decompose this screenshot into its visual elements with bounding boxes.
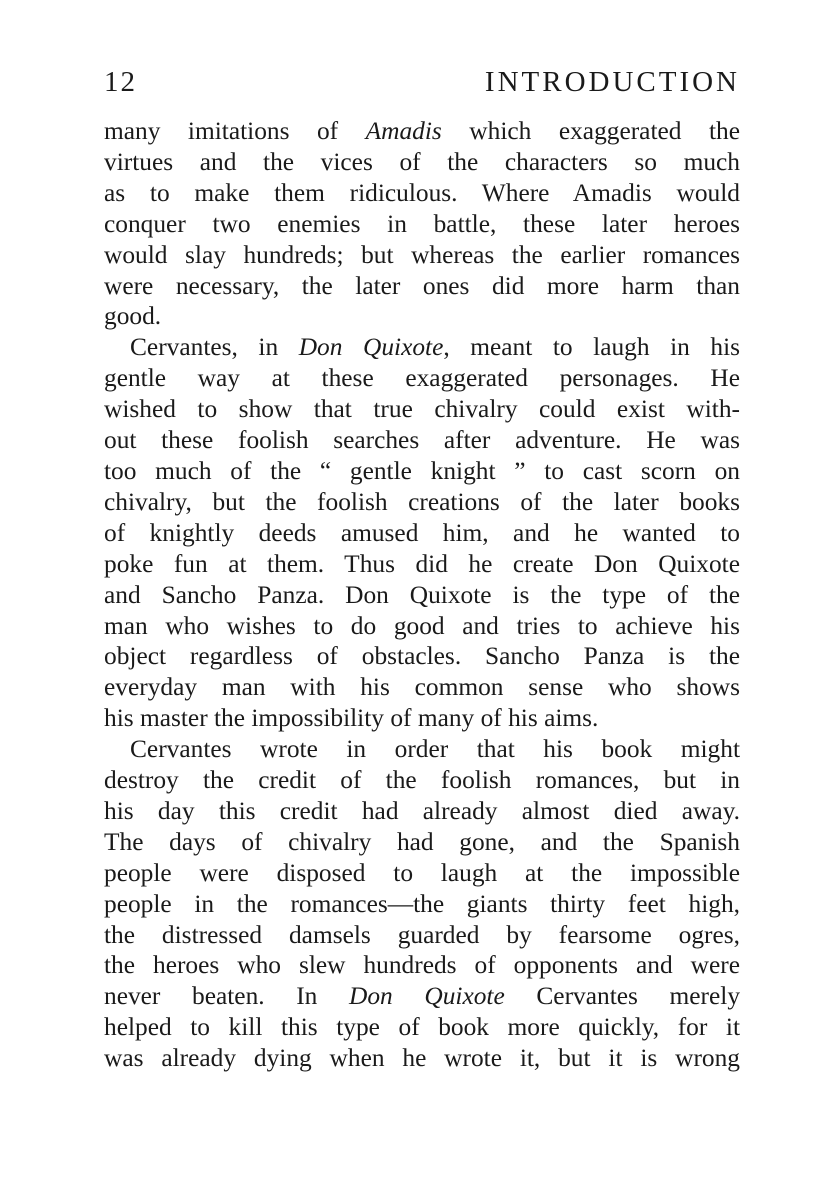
text-line: virtues and the vices of the characters so much (104, 147, 740, 176)
text-line: gentle way at these exaggerated personages. He (104, 364, 740, 393)
text-line: destroy the credit of the foolish romances, but in (104, 766, 740, 795)
text-line: his day this credit had already almost died away. (104, 796, 740, 825)
paragraph (104, 734, 740, 1074)
body-text (104, 116, 740, 1074)
text-line: the distressed damsels guarded by fearsome ogres, (104, 920, 740, 949)
text-line: Cervantes, in Don Quixote, meant to laugh in his (130, 333, 741, 362)
text-line: many imitations of Amadis which exaggerated the (104, 117, 740, 145)
text-line: helped to kill this type of book more quickly, for it (104, 1013, 740, 1042)
text-line: Cervantes wrote in order that his book might (130, 735, 740, 764)
text-line: were necessary, the later ones did more harm than (104, 271, 740, 300)
italic-title: Don Quixote (349, 982, 505, 1011)
text-line: would slay hundreds; but whereas the earlier romances (104, 240, 740, 269)
text-line: good. (104, 302, 162, 331)
text-line: too much of the “ gentle knight ” to cast scorn on (104, 456, 740, 485)
text-line: man who wishes to do good and tries to achieve his (104, 611, 740, 640)
italic-title: Don Quixote (298, 333, 444, 362)
text-line: wished to show that true chivalry could exist with- (104, 395, 740, 424)
running-head (104, 66, 740, 116)
italic-title: Amadis (365, 117, 442, 145)
text-line: his master the impossibility of many of his aims. (104, 704, 599, 733)
text-line: everyday man with his common sense who shows (104, 673, 740, 702)
text-line: people were disposed to laugh at the impossible (104, 858, 740, 887)
text-line: chivalry, but the foolish creations of the later books (104, 487, 740, 516)
running-title: INTRODUCTION (484, 66, 740, 98)
text-line: was already dying when he wrote it, but it is wrong (104, 1044, 740, 1073)
text-line: conquer two enemies in battle, these later heroes (104, 209, 740, 238)
text-line: the heroes who slew hundreds of opponents and were (104, 951, 740, 980)
text-line: out these foolish searches after adventure. He was (104, 426, 740, 455)
text-line: of knightly deeds amused him, and he wanted to (104, 518, 740, 547)
text-line: never beaten. In Don Quixote Cervantes merely (104, 982, 741, 1011)
text-line: object regardless of obstacles. Sancho Panza is the (104, 642, 740, 671)
text-line: and Sancho Panza. Don Quixote is the type of the (104, 580, 740, 609)
page-number: 12 (104, 66, 137, 98)
text-line: as to make them ridiculous. Where Amadis would (104, 178, 740, 207)
text-line: people in the romances—the giants thirty feet high, (104, 889, 740, 918)
text-line: poke fun at them. Thus did he create Don Quixote (104, 549, 740, 578)
paragraph (104, 116, 740, 332)
book-page (104, 66, 740, 1074)
text-line: The days of chivalry had gone, and the Spanish (104, 827, 740, 856)
paragraph (104, 332, 740, 734)
